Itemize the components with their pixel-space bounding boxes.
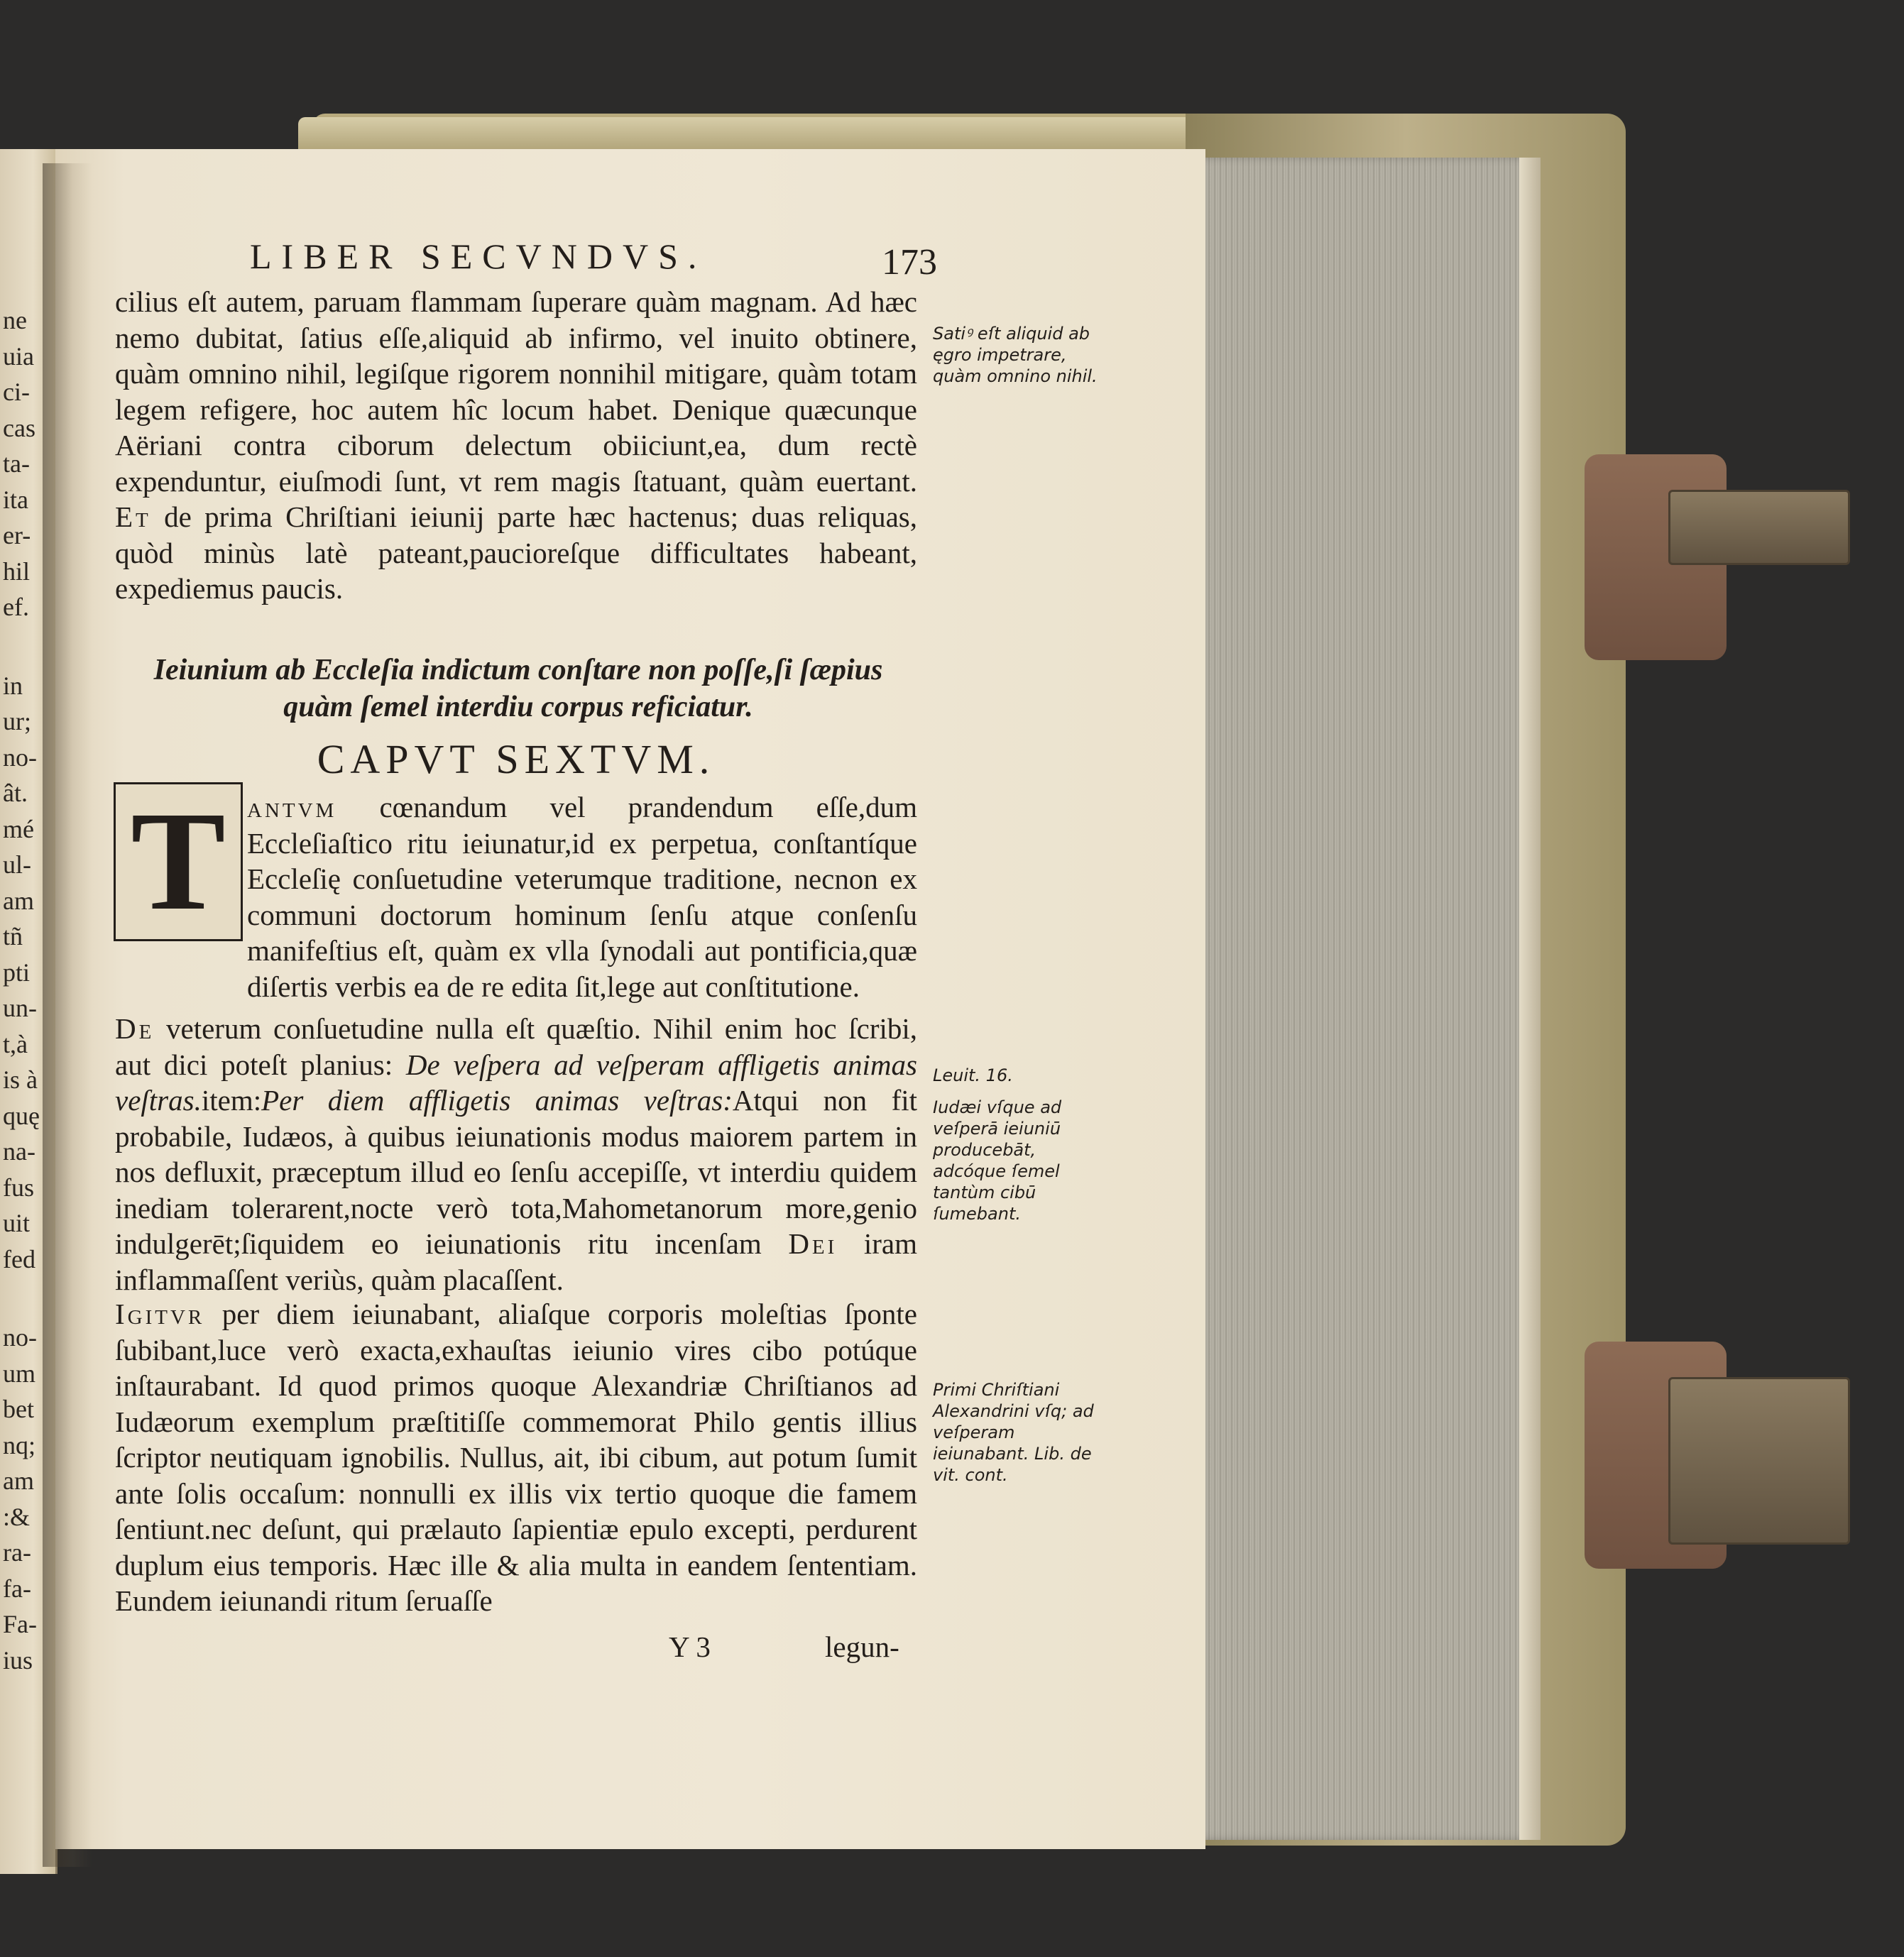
book-gutter-shadow [43,163,92,1867]
previous-page-line-fragment: fa- [3,1574,31,1603]
paragraph-continuation [115,284,917,607]
previous-page-line-fragment: am [3,1467,34,1495]
previous-page-line-fragment: ra- [3,1538,31,1567]
paragraph-1-text: cilius eſt autem, paruam flammam ſuperare quàm magnam. Ad hæc nemo dubitat, ſatius eſſe,aliquid ab infirmo, vel inuito obtinere, quàm omnino nihil, legiſque rigorem nonnihil mitigare, quàm totam legem refigere, hoc autem hîc locum habet. Denique quæcunque Aëriani contra ciborum delectum obiiciunt,ea, dum rectè expenduntur, eiuſmodi ſunt, vt rem magis ſtatuant, quàm euertant. [115,285,917,498]
previous-page-line-fragment: nq; [3,1430,36,1459]
paragraph-4-cap: Igitvr [115,1298,205,1330]
paragraph-3-part-a: veterum conſuetudine nulla eſt quæſtio. Nihil enim hoc ſcribi, aut dici poteſt planius: [115,1012,917,1081]
page-number: 173 [882,242,937,283]
decorated-initial-letter: T [131,783,226,940]
paragraph-4 [115,1296,917,1619]
previous-page-line-fragment: ef. [3,593,29,621]
previous-page-line-fragment: is à [3,1065,38,1094]
previous-page-line-fragment: hil [3,557,31,586]
previous-page-line-fragment: :& [3,1502,31,1531]
marginal-note-2: Iudæi vſque ad veſperā ieiuniū producebāt, adcóque ſemel tantùm cibū ſumebant. [933,1097,1062,1224]
page-block-edge-highlight [1519,158,1541,1840]
previous-page-line-fragment: un- [3,994,37,1022]
previous-page-line-fragment: ul- [3,850,31,879]
previous-page-line-fragment: na- [3,1137,35,1166]
previous-page-line-fragment: ius [3,1645,33,1674]
previous-page-line-fragment: pti [3,958,31,987]
previous-page-line-fragment: no- [3,742,37,772]
chapter-title: CAPVT SEXTVM. [317,736,716,782]
previous-page-line-fragment: am [3,886,34,915]
previous-page-line-fragment: in [3,671,23,700]
previous-page-line-fragment: Fa- [3,1610,37,1638]
previous-page-line-fragment: quę [3,1101,40,1130]
previous-page-line-fragment: cas [3,413,35,442]
previous-page-line-fragment: uit [3,1209,31,1237]
running-title: LIBER SECVNDVS. [250,236,707,276]
paragraph-3-quote-2: Per diem affligetis animas veſtras: [261,1084,733,1117]
paragraph-2-cap: antvm [247,791,337,823]
paragraph-1-tail: de prima Chriſtiani ieiunij parte hæc hactenus; duas reliquas, quòd minùs latè pateant,paucioreſque difficultates habeant, expediemus paucis. [115,500,917,605]
previous-page-line-fragment: ita [3,485,28,514]
paragraph-3 [115,1011,917,1298]
paragraph-3-part-c: Atqui non fit probabile, Iudæos, à quibus ieiunationis modus maiorem partem in nos defluxit, præceptum illud eo ſenſu accepiſſe, vt interdiu quidem inediam tolerarent,nocte verò tota,Mahometanorum more,genio indulgerēt;ſiquidem eo ieiunationis ritu incenſam [115,1084,918,1260]
previous-page-line-fragment: uia [3,341,34,371]
paragraph-2-text: cœnandum vel prandendum eſſe,dum Eccleſiaſtico ritu ieiunatur,id ex perpetua, conſtantíque Eccleſię conſuetudine veterumque traditione, necnon ex communi doctorum hominum ſenſu atque conſenſu manifeſtius eſt, quàm ex vlla ſynodali aut pontificia,quæ diſertis verbis ea de re edita ſit,lege aut conſtitutione. [247,791,917,1003]
catchword: legun- [825,1630,899,1663]
paragraph-3-part-d: iram inflammaſſent veriùs, quàm placaſſent. [115,1227,917,1296]
paragraph-4-text: per diem ieiunabant, aliaſque corporis moleſtias ſponte ſubibant,luce verò exacta,exhauſtas ieiunio vires cibo potúque inſtaurabant. Id quod primos quoque Alexandriæ Chriſtianos ad Iudæorum exemplum præſtitiſſe commemorat Philo gentis illius ſcriptor neutiquam ignobilis. Nullus, ait, ibi cibum, aut potum ſumit ante ſolis occaſum: nonnulli ex illis vix tertio quoque die famem ſentiunt.nec deſunt, qui prælauto ſapientiæ epulo excepti, perdurent duplum eius temporis. Hæc ille & alia multa in eandem ſententiam. Eundem ieiunandi ritum ſeruaſſe [115,1298,917,1617]
marginal-note-leviticus: Leuit. 16. [933,1065,1013,1085]
marginal-note-1: Satiꝰ eſt aliquid ab ęgro impetrare, quàm omnino nihil. [933,324,1098,386]
marginal-note-3: Primi Chriſtiani Alexandrini vſq; ad veſperam ieiunabant. Lib. de vit. cont. [933,1380,1094,1485]
chapter-summary: Ieiunium ab Eccleſia indictum conſtare non poſſe,ſi ſæpius quàm ſemel interdiu corpus reficiatur. [153,654,883,723]
signature-mark: Y 3 [669,1630,711,1663]
previous-page-line-fragment: ur; [3,707,31,735]
previous-page-line-fragment: ne [3,306,27,334]
paragraph-3-quote-1: De veſpera ad veſperam affligetis animas veſtras. [115,1048,917,1117]
previous-page-line-fragment: tñ [3,922,23,950]
paragraph-3-part-b: item: [201,1084,262,1117]
previous-page-line-fragment: ci- [3,378,30,406]
paragraph-2 [115,789,917,1004]
previous-page-line-fragment: bet [3,1395,34,1423]
lower-clasp-hook [1668,1377,1850,1545]
upper-clasp-hook [1668,490,1850,565]
page-block-fore-edge [1200,158,1533,1840]
previous-page-line-fragment: mé [3,814,34,843]
paragraph-1-cap: Et [115,500,151,533]
previous-page-line-fragment: no- [3,1323,37,1352]
previous-page-line-fragment: fus [3,1173,34,1202]
previous-page-line-fragment: t,à [3,1029,28,1058]
previous-page-line-fragment: er- [3,521,31,549]
paragraph-3-dei: Dei [788,1227,838,1260]
previous-page-line-fragment: um [3,1359,36,1388]
previous-page-line-fragment: ta- [3,449,30,478]
paragraph-3-cap: De [115,1012,155,1045]
previous-page-line-fragment: fed [3,1244,35,1273]
previous-page-line-fragment: ât. [3,779,28,807]
